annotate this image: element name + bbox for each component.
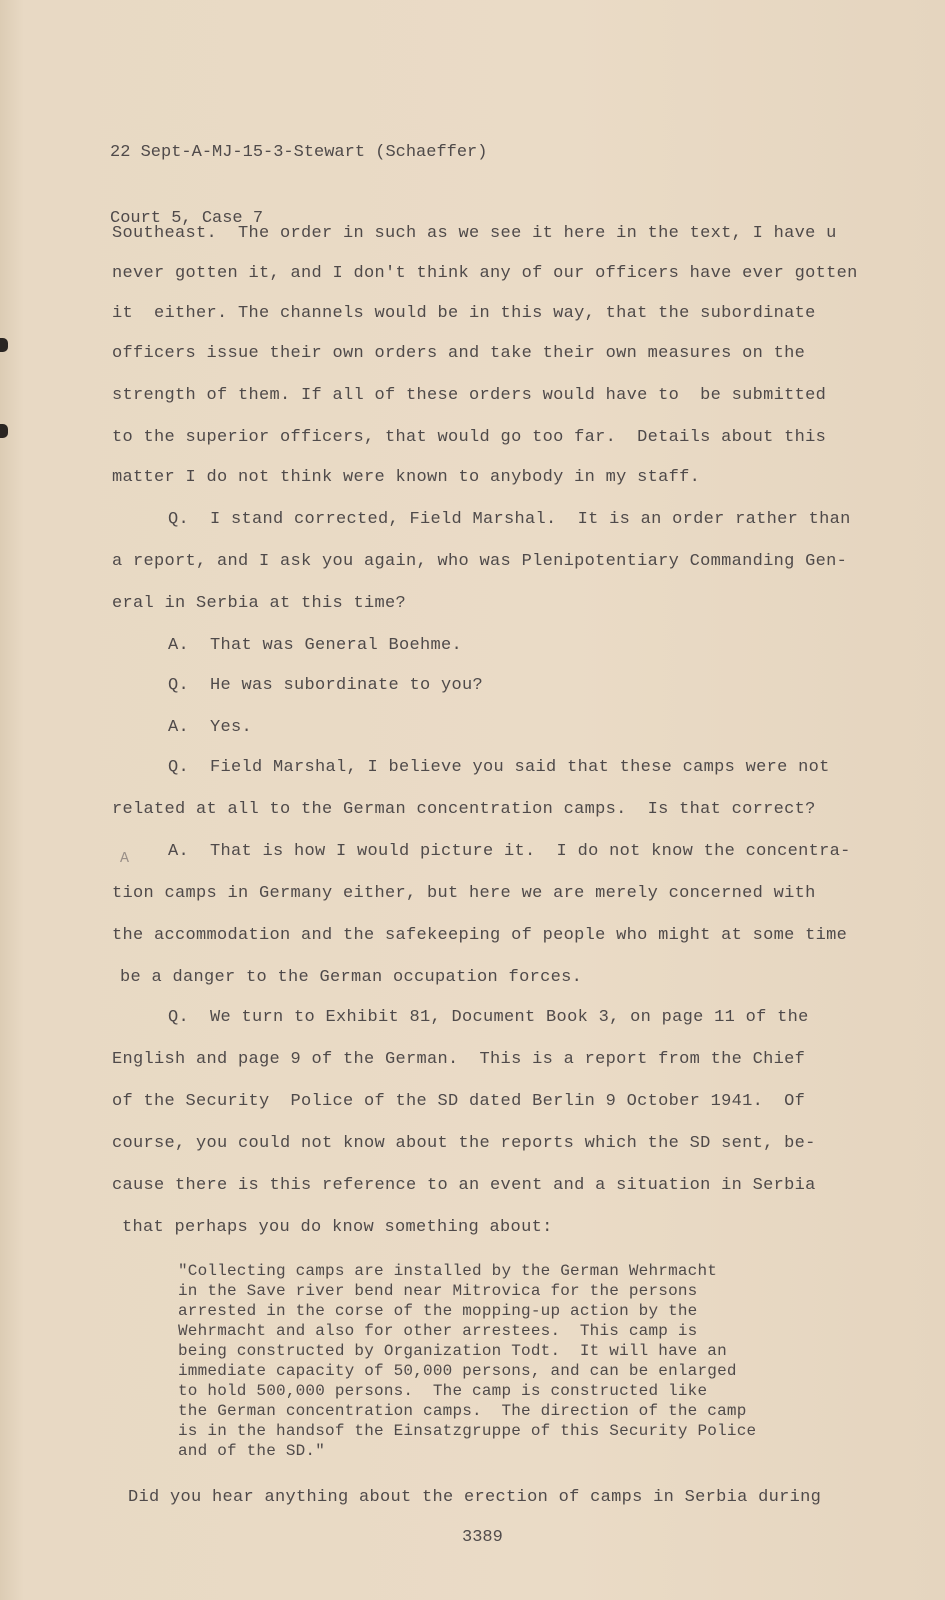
text-line: tion camps in Germany either, but here we are merely concerned with [112, 884, 816, 903]
page-number: 3389 [462, 1528, 503, 1547]
question-line: Q. I stand corrected, Field Marshal. It is an order rather than [168, 510, 851, 529]
quote-line: "Collecting camps are installed by the German Wehrmacht [178, 1262, 718, 1280]
text-line: of the Security Police of the SD dated Berlin 9 October 1941. Of [112, 1092, 806, 1111]
question-line: Q. He was subordinate to you? [168, 676, 484, 695]
answer-line: A. That was General Boehme. [168, 636, 463, 655]
header-court-case: Court 5, Case 7 [110, 209, 264, 228]
question-line: Q. Field Marshal, I believe you said that these camps were not [168, 758, 830, 777]
quote-line: is in the handsof the Einsatzgruppe of this Security Police [178, 1422, 757, 1440]
document-header [110, 98, 487, 274]
text-line: cause there is this reference to an event and a situation in Serbia [112, 1176, 816, 1195]
text-line: a report, and I ask you again, who was Plenipotentiary Commanding Gen- [112, 552, 848, 571]
text-line: Southeast. The order in such as we see it here in the text, I have u [112, 224, 837, 243]
punch-hole-mark [0, 338, 8, 352]
answer-line: A. That is how I would picture it. I do not know the concentra- [168, 842, 851, 861]
quote-line: the German concentration camps. The direction of the camp [178, 1402, 747, 1420]
text-line: be a danger to the German occupation forces. [120, 968, 583, 987]
quote-line: being constructed by Organization Todt. It will have an [178, 1342, 727, 1360]
text-line: to the superior officers, that would go too far. Details about this [112, 428, 827, 447]
margin-mark: A [120, 850, 130, 867]
text-line: matter I do not think were known to anybody in my staff. [112, 468, 701, 487]
quote-line: in the Save river bend near Mitrovica for the persons [178, 1282, 698, 1300]
quote-line: and of the SD." [178, 1442, 326, 1460]
text-line: eral in Serbia at this time? [112, 594, 407, 613]
text-line: it either. The channels would be in this way, that the subordinate [112, 304, 816, 323]
text-line: officers issue their own orders and take their own measures on the [112, 344, 806, 363]
text-line: course, you could not know about the reports which the SD sent, be- [112, 1134, 816, 1153]
text-line: never gotten it, and I don't think any of our officers have ever gotten [112, 264, 858, 283]
text-line: the accommodation and the safekeeping of people who might at some time [112, 926, 848, 945]
quote-line: to hold 500,000 persons. The camp is constructed like [178, 1382, 708, 1400]
question-line: Q. We turn to Exhibit 81, Document Book 3, on page 11 of the [168, 1008, 809, 1027]
punch-hole-mark [0, 424, 8, 438]
header-case-reference: 22 Sept-A-MJ-15-3-Stewart (Schaeffer) [110, 143, 488, 162]
text-line: related at all to the German concentration camps. Is that correct? [112, 800, 816, 819]
answer-line: A. Yes. [168, 718, 253, 737]
closing-question-line: Did you hear anything about the erection of camps in Serbia during [128, 1488, 822, 1507]
text-line: that perhaps you do know something about: [122, 1218, 553, 1237]
text-line: strength of them. If all of these orders would have to be submitted [112, 386, 827, 405]
quote-line: immediate capacity of 50,000 persons, and can be enlarged [178, 1362, 737, 1380]
quote-line: arrested in the corse of the mopping-up action by the [178, 1302, 698, 1320]
quote-line: Wehrmacht and also for other arrestees. This camp is [178, 1322, 698, 1340]
text-line: English and page 9 of the German. This is a report from the Chief [112, 1050, 806, 1069]
